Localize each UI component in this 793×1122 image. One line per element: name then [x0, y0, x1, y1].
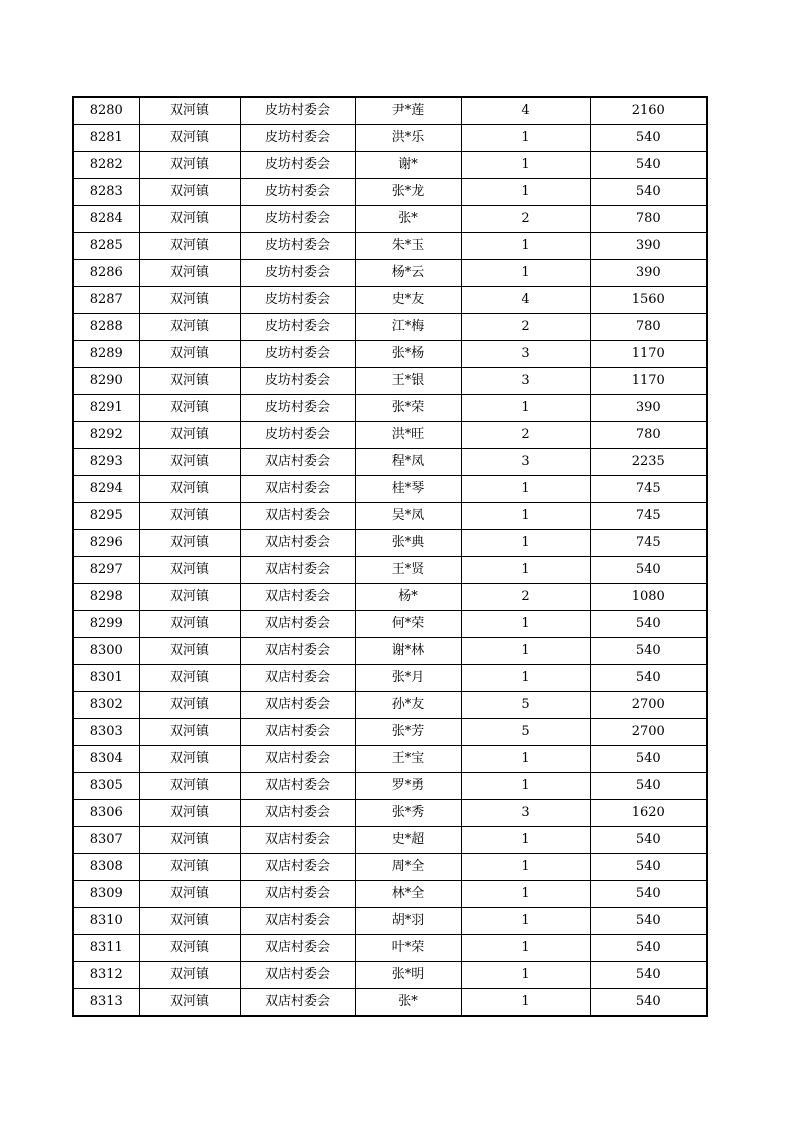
- name-cell: 张*: [355, 206, 461, 233]
- serial-cell: 8290: [73, 368, 139, 395]
- name-cell: 张*月: [355, 665, 461, 692]
- amount-cell: 780: [590, 206, 707, 233]
- table-row: [73, 665, 707, 692]
- town-cell: 双河镇: [139, 746, 240, 773]
- town-cell: 双河镇: [139, 287, 240, 314]
- name-cell: 江*梅: [355, 314, 461, 341]
- town-cell: 双河镇: [139, 584, 240, 611]
- table-row: [73, 233, 707, 260]
- town-cell: 双河镇: [139, 395, 240, 422]
- village-cell: 皮坊村委会: [240, 368, 355, 395]
- amount-cell: 540: [590, 773, 707, 800]
- count-cell: 1: [461, 935, 590, 962]
- amount-cell: 540: [590, 881, 707, 908]
- village-cell: 双店村委会: [240, 584, 355, 611]
- name-cell: 谢*林: [355, 638, 461, 665]
- village-cell: 双店村委会: [240, 476, 355, 503]
- name-cell: 张*龙: [355, 179, 461, 206]
- village-cell: 双店村委会: [240, 638, 355, 665]
- amount-cell: 540: [590, 827, 707, 854]
- table-row: [73, 179, 707, 206]
- village-cell: 双店村委会: [240, 692, 355, 719]
- count-cell: 5: [461, 719, 590, 746]
- village-cell: 双店村委会: [240, 881, 355, 908]
- count-cell: 3: [461, 449, 590, 476]
- table-row: [73, 395, 707, 422]
- name-cell: 张*: [355, 989, 461, 1017]
- serial-cell: 8305: [73, 773, 139, 800]
- name-cell: 谢*: [355, 152, 461, 179]
- village-cell: 皮坊村委会: [240, 260, 355, 287]
- town-cell: 双河镇: [139, 962, 240, 989]
- village-cell: 双店村委会: [240, 530, 355, 557]
- town-cell: 双河镇: [139, 449, 240, 476]
- village-cell: 皮坊村委会: [240, 341, 355, 368]
- village-cell: 双店村委会: [240, 962, 355, 989]
- serial-cell: 8282: [73, 152, 139, 179]
- village-cell: 双店村委会: [240, 557, 355, 584]
- table-row: [73, 611, 707, 638]
- village-cell: 双店村委会: [240, 935, 355, 962]
- amount-cell: 1080: [590, 584, 707, 611]
- name-cell: 张*秀: [355, 800, 461, 827]
- amount-cell: 540: [590, 152, 707, 179]
- village-cell: 皮坊村委会: [240, 395, 355, 422]
- count-cell: 1: [461, 395, 590, 422]
- name-cell: 洪*旺: [355, 422, 461, 449]
- count-cell: 1: [461, 530, 590, 557]
- town-cell: 双河镇: [139, 152, 240, 179]
- village-cell: 双店村委会: [240, 773, 355, 800]
- serial-cell: 8308: [73, 854, 139, 881]
- village-cell: 皮坊村委会: [240, 233, 355, 260]
- count-cell: 1: [461, 260, 590, 287]
- amount-cell: 2160: [590, 97, 707, 125]
- name-cell: 张*杨: [355, 341, 461, 368]
- serial-cell: 8284: [73, 206, 139, 233]
- name-cell: 杨*: [355, 584, 461, 611]
- table-row: [73, 206, 707, 233]
- count-cell: 2: [461, 206, 590, 233]
- table-row: [73, 530, 707, 557]
- serial-cell: 8292: [73, 422, 139, 449]
- table-row: [73, 584, 707, 611]
- table-row: [73, 314, 707, 341]
- table-row: [73, 773, 707, 800]
- amount-cell: 1170: [590, 368, 707, 395]
- town-cell: 双河镇: [139, 773, 240, 800]
- data-table: [72, 96, 708, 1017]
- name-cell: 史*友: [355, 287, 461, 314]
- village-cell: 皮坊村委会: [240, 287, 355, 314]
- table-row: [73, 368, 707, 395]
- serial-cell: 8309: [73, 881, 139, 908]
- town-cell: 双河镇: [139, 719, 240, 746]
- name-cell: 王*银: [355, 368, 461, 395]
- village-cell: 皮坊村委会: [240, 152, 355, 179]
- village-cell: 皮坊村委会: [240, 422, 355, 449]
- amount-cell: 1560: [590, 287, 707, 314]
- amount-cell: 540: [590, 665, 707, 692]
- count-cell: 1: [461, 503, 590, 530]
- name-cell: 王*贤: [355, 557, 461, 584]
- name-cell: 张*典: [355, 530, 461, 557]
- town-cell: 双河镇: [139, 260, 240, 287]
- name-cell: 朱*玉: [355, 233, 461, 260]
- town-cell: 双河镇: [139, 935, 240, 962]
- town-cell: 双河镇: [139, 314, 240, 341]
- serial-cell: 8303: [73, 719, 139, 746]
- amount-cell: 540: [590, 962, 707, 989]
- serial-cell: 8283: [73, 179, 139, 206]
- count-cell: 1: [461, 908, 590, 935]
- serial-cell: 8281: [73, 125, 139, 152]
- count-cell: 2: [461, 584, 590, 611]
- amount-cell: 2235: [590, 449, 707, 476]
- town-cell: 双河镇: [139, 557, 240, 584]
- amount-cell: 540: [590, 611, 707, 638]
- count-cell: 1: [461, 746, 590, 773]
- serial-cell: 8294: [73, 476, 139, 503]
- count-cell: 1: [461, 854, 590, 881]
- name-cell: 叶*荣: [355, 935, 461, 962]
- table-row: [73, 935, 707, 962]
- town-cell: 双河镇: [139, 341, 240, 368]
- amount-cell: 390: [590, 395, 707, 422]
- name-cell: 何*荣: [355, 611, 461, 638]
- table-row: [73, 97, 707, 125]
- table-row: [73, 989, 707, 1017]
- name-cell: 尹*莲: [355, 97, 461, 125]
- table-row: [73, 746, 707, 773]
- amount-cell: 540: [590, 179, 707, 206]
- count-cell: 1: [461, 773, 590, 800]
- name-cell: 胡*羽: [355, 908, 461, 935]
- town-cell: 双河镇: [139, 97, 240, 125]
- table-row: [73, 692, 707, 719]
- town-cell: 双河镇: [139, 206, 240, 233]
- table-row: [73, 125, 707, 152]
- table-row: [73, 260, 707, 287]
- count-cell: 1: [461, 665, 590, 692]
- serial-cell: 8304: [73, 746, 139, 773]
- serial-cell: 8300: [73, 638, 139, 665]
- town-cell: 双河镇: [139, 530, 240, 557]
- name-cell: 张*荣: [355, 395, 461, 422]
- name-cell: 杨*云: [355, 260, 461, 287]
- serial-cell: 8298: [73, 584, 139, 611]
- table-row: [73, 638, 707, 665]
- serial-cell: 8299: [73, 611, 139, 638]
- village-cell: 双店村委会: [240, 854, 355, 881]
- town-cell: 双河镇: [139, 908, 240, 935]
- village-cell: 皮坊村委会: [240, 125, 355, 152]
- amount-cell: 745: [590, 503, 707, 530]
- count-cell: 1: [461, 476, 590, 503]
- serial-cell: 8310: [73, 908, 139, 935]
- village-cell: 皮坊村委会: [240, 314, 355, 341]
- amount-cell: 540: [590, 638, 707, 665]
- amount-cell: 540: [590, 746, 707, 773]
- name-cell: 桂*琴: [355, 476, 461, 503]
- name-cell: 史*超: [355, 827, 461, 854]
- count-cell: 5: [461, 692, 590, 719]
- village-cell: 双店村委会: [240, 827, 355, 854]
- village-cell: 双店村委会: [240, 989, 355, 1017]
- table-row: [73, 152, 707, 179]
- amount-cell: 2700: [590, 719, 707, 746]
- village-cell: 双店村委会: [240, 665, 355, 692]
- table-row: [73, 962, 707, 989]
- count-cell: 2: [461, 422, 590, 449]
- table-row: [73, 908, 707, 935]
- serial-cell: 8289: [73, 341, 139, 368]
- village-cell: 双店村委会: [240, 746, 355, 773]
- town-cell: 双河镇: [139, 422, 240, 449]
- table-row: [73, 503, 707, 530]
- table-row: [73, 287, 707, 314]
- serial-cell: 8307: [73, 827, 139, 854]
- count-cell: 1: [461, 611, 590, 638]
- serial-cell: 8285: [73, 233, 139, 260]
- amount-cell: 745: [590, 476, 707, 503]
- village-cell: 双店村委会: [240, 611, 355, 638]
- serial-cell: 8301: [73, 665, 139, 692]
- village-cell: 皮坊村委会: [240, 179, 355, 206]
- amount-cell: 780: [590, 314, 707, 341]
- serial-cell: 8293: [73, 449, 139, 476]
- serial-cell: 8312: [73, 962, 139, 989]
- town-cell: 双河镇: [139, 665, 240, 692]
- serial-cell: 8291: [73, 395, 139, 422]
- amount-cell: 390: [590, 260, 707, 287]
- serial-cell: 8286: [73, 260, 139, 287]
- count-cell: 2: [461, 314, 590, 341]
- village-cell: 双店村委会: [240, 719, 355, 746]
- amount-cell: 780: [590, 422, 707, 449]
- town-cell: 双河镇: [139, 881, 240, 908]
- town-cell: 双河镇: [139, 854, 240, 881]
- village-cell: 双店村委会: [240, 449, 355, 476]
- serial-cell: 8295: [73, 503, 139, 530]
- town-cell: 双河镇: [139, 638, 240, 665]
- count-cell: 1: [461, 233, 590, 260]
- amount-cell: 540: [590, 557, 707, 584]
- serial-cell: 8313: [73, 989, 139, 1017]
- town-cell: 双河镇: [139, 233, 240, 260]
- table-row: [73, 449, 707, 476]
- name-cell: 林*全: [355, 881, 461, 908]
- table-row: [73, 854, 707, 881]
- table-row: [73, 341, 707, 368]
- table-row: [73, 422, 707, 449]
- village-cell: 皮坊村委会: [240, 97, 355, 125]
- table-row: [73, 881, 707, 908]
- name-cell: 罗*勇: [355, 773, 461, 800]
- name-cell: 周*全: [355, 854, 461, 881]
- town-cell: 双河镇: [139, 476, 240, 503]
- count-cell: 1: [461, 152, 590, 179]
- table-row: [73, 827, 707, 854]
- amount-cell: 390: [590, 233, 707, 260]
- serial-cell: 8302: [73, 692, 139, 719]
- count-cell: 1: [461, 962, 590, 989]
- serial-cell: 8280: [73, 97, 139, 125]
- count-cell: 3: [461, 800, 590, 827]
- count-cell: 1: [461, 881, 590, 908]
- serial-cell: 8306: [73, 800, 139, 827]
- name-cell: 吴*凤: [355, 503, 461, 530]
- count-cell: 4: [461, 287, 590, 314]
- village-cell: 皮坊村委会: [240, 206, 355, 233]
- village-cell: 双店村委会: [240, 800, 355, 827]
- amount-cell: 540: [590, 989, 707, 1017]
- table-body: [73, 97, 707, 1016]
- serial-cell: 8296: [73, 530, 139, 557]
- count-cell: 1: [461, 557, 590, 584]
- table-row: [73, 719, 707, 746]
- count-cell: 3: [461, 368, 590, 395]
- village-cell: 双店村委会: [240, 503, 355, 530]
- name-cell: 孙*友: [355, 692, 461, 719]
- count-cell: 1: [461, 638, 590, 665]
- town-cell: 双河镇: [139, 503, 240, 530]
- town-cell: 双河镇: [139, 611, 240, 638]
- count-cell: 1: [461, 125, 590, 152]
- amount-cell: 745: [590, 530, 707, 557]
- serial-cell: 8297: [73, 557, 139, 584]
- village-cell: 双店村委会: [240, 908, 355, 935]
- name-cell: 王*宝: [355, 746, 461, 773]
- count-cell: 4: [461, 97, 590, 125]
- amount-cell: 540: [590, 908, 707, 935]
- name-cell: 程*凤: [355, 449, 461, 476]
- town-cell: 双河镇: [139, 800, 240, 827]
- name-cell: 张*明: [355, 962, 461, 989]
- table-row: [73, 476, 707, 503]
- town-cell: 双河镇: [139, 125, 240, 152]
- amount-cell: 1170: [590, 341, 707, 368]
- count-cell: 3: [461, 341, 590, 368]
- count-cell: 1: [461, 827, 590, 854]
- town-cell: 双河镇: [139, 368, 240, 395]
- town-cell: 双河镇: [139, 692, 240, 719]
- serial-cell: 8288: [73, 314, 139, 341]
- town-cell: 双河镇: [139, 989, 240, 1017]
- name-cell: 洪*乐: [355, 125, 461, 152]
- name-cell: 张*芳: [355, 719, 461, 746]
- town-cell: 双河镇: [139, 179, 240, 206]
- table-row: [73, 800, 707, 827]
- amount-cell: 2700: [590, 692, 707, 719]
- serial-cell: 8287: [73, 287, 139, 314]
- count-cell: 1: [461, 179, 590, 206]
- serial-cell: 8311: [73, 935, 139, 962]
- amount-cell: 540: [590, 935, 707, 962]
- count-cell: 1: [461, 989, 590, 1017]
- table-row: [73, 557, 707, 584]
- amount-cell: 1620: [590, 800, 707, 827]
- town-cell: 双河镇: [139, 827, 240, 854]
- amount-cell: 540: [590, 854, 707, 881]
- amount-cell: 540: [590, 125, 707, 152]
